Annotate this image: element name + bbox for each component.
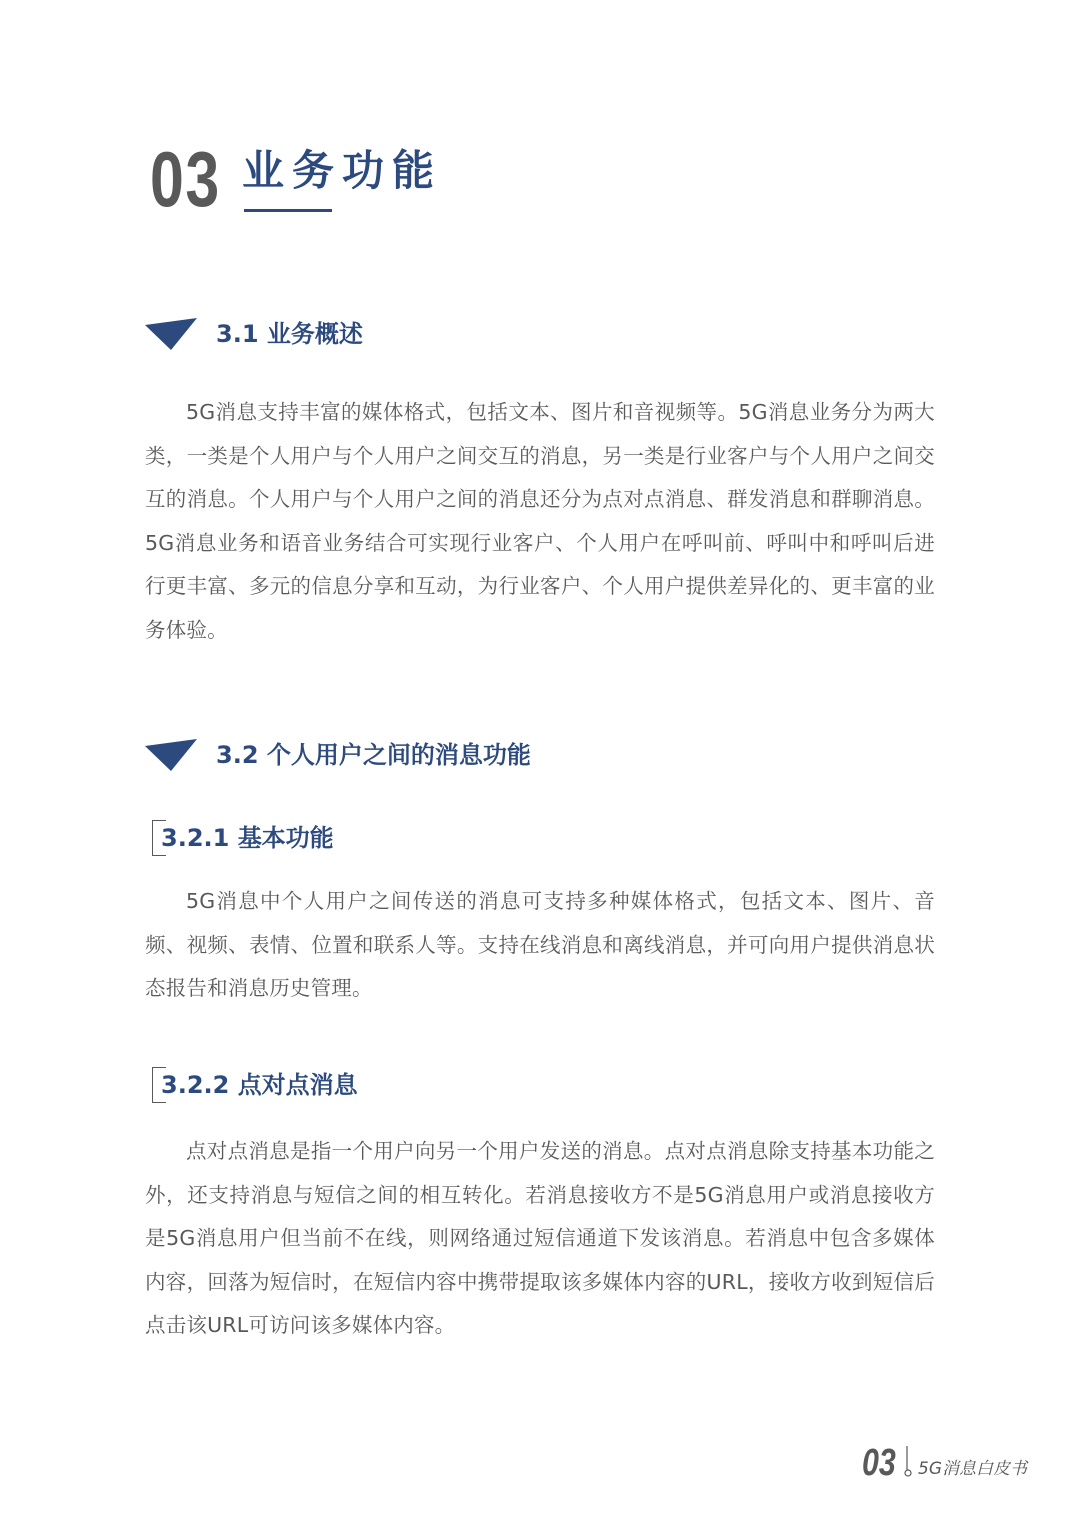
- chapter-number: 03: [150, 135, 221, 223]
- subsection-title: 3.2.1 基本功能: [161, 824, 334, 852]
- chapter-title-underline: [244, 209, 332, 212]
- footer-document-title: 5G消息白皮书: [918, 1459, 1027, 1479]
- chapter-title: 业务功能: [242, 146, 443, 195]
- section-3-1-paragraph: 5G消息支持丰富的媒体格式，包括文本、图片和音视频等。5G消息业务分为两大类，一类是个人用户与个人用户之间交互的消息，另一类是行业客户与个人用户之间交互的消息。个人用户与个人用户之间的消息还分为点对点消息、群发消息和群聊消息。5G消息业务和语音业务结合可实现行业客户、个人用户在呼叫前、呼叫中和呼叫后进行更丰富、多元的信息分享和互动，为行业客户、个人用户提供差异化的、更丰富的业务体验。: [145, 400, 935, 642]
- subsection-title: 3.2.2 点对点消息: [161, 1071, 358, 1099]
- section-title: 3.2 个人用户之间的消息功能: [216, 741, 531, 769]
- triangle-marker-icon: [145, 739, 197, 771]
- triangle-marker-icon: [145, 318, 197, 350]
- section-3-2-1-paragraph: 5G消息中个人用户之间传送的消息可支持多种媒体格式，包括文本、图片、音频、视频、表情、位置和联系人等。支持在线消息和离线消息，并可向用户提供消息状态报告和消息历史管理。: [145, 889, 935, 1000]
- section-title: 3.1 业务概述: [216, 320, 363, 348]
- section-3-2-2-paragraph: 点对点消息是指一个用户向另一个用户发送的消息。点对点消息除支持基本功能之外，还支持消息与短信之间的相互转化。若消息接收方不是5G消息用户或消息接收方是5G消息用户但当前不在线，则网络通过短信通道下发该消息。若消息中包含多媒体内容，回落为短信时，在短信内容中携带提取该多媒体内容的URL，接收方收到短信后点击该URL可访问该多媒体内容。: [145, 1139, 935, 1337]
- footer-divider-icon: [903, 1444, 915, 1478]
- footer-page-number: 03: [862, 1442, 896, 1484]
